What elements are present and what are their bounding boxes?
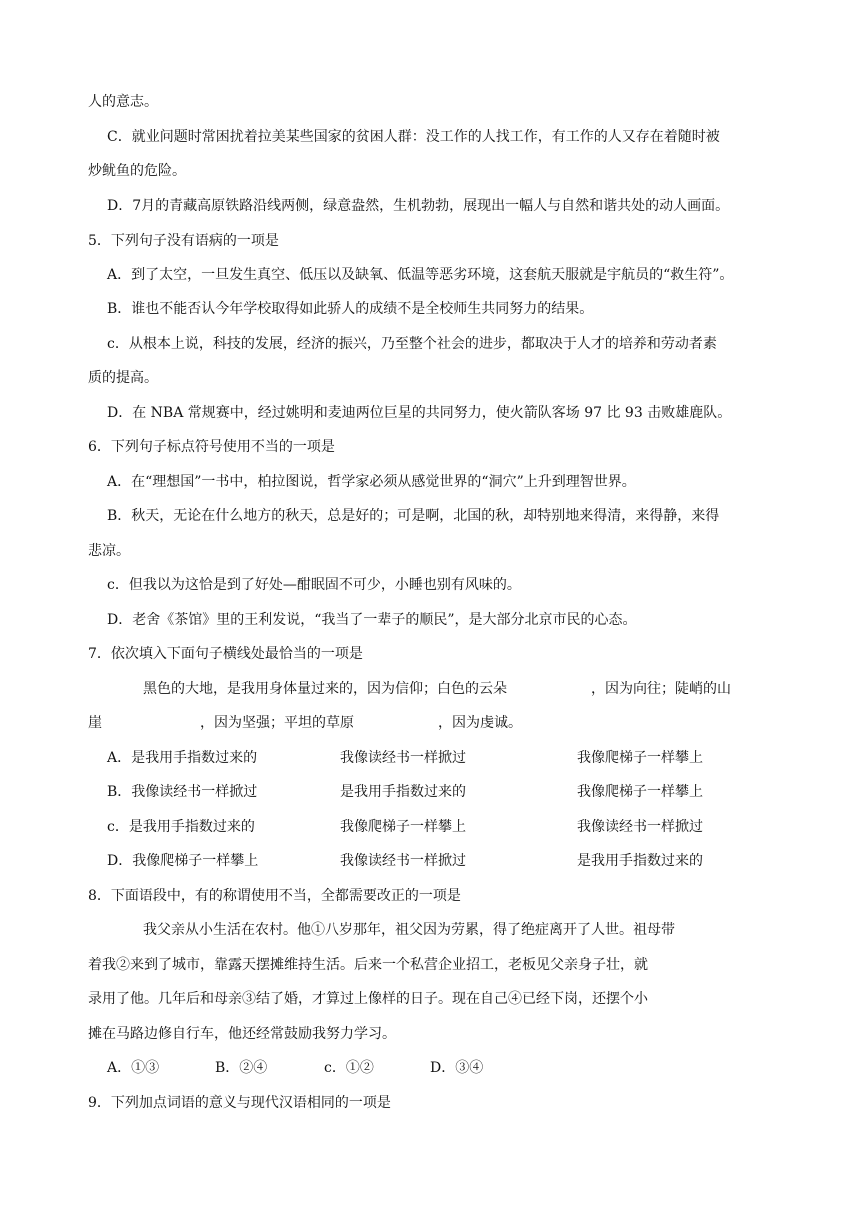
option-d-line: D．7月的青藏高原铁路沿线两侧，绿意盎然，生机勃勃，展现出一幅人与自然和谐共处的动人画面。 bbox=[107, 198, 730, 214]
q7-c-choice-2: 我像爬梯子一样攀上 bbox=[340, 819, 466, 835]
q8-option-d: D．③④ bbox=[430, 1060, 484, 1076]
q8-passage-line: 录用了他。几年后和母亲③结了婚，才算过上像样的日子。现在自己④已经下岗，还摆个小 bbox=[88, 991, 648, 1007]
q8-passage-line: 着我②来到了城市，靠露天摆摊维持生活。后来一个私营企业招工，老板见父亲身子壮，就 bbox=[88, 957, 648, 973]
q7-b-choice-2: 是我用手指数过来的 bbox=[340, 784, 466, 800]
q5-option-c: c．从根本上说，科技的发展，经济的振兴，乃至整个社会的进步，都取决于人才的培养和劳动者素 bbox=[107, 336, 717, 352]
q7-a-choice-2: 我像读经书一样掀过 bbox=[340, 750, 466, 766]
q5-option-a: A．到了太空，一旦发生真空、低压以及缺氧、低温等恶劣环境，这套航天服就是宇航员的“救生符”。 bbox=[107, 267, 734, 283]
q8-passage-line: 摊在马路边修自行车，他还经常鼓励我努力学习。 bbox=[88, 1026, 396, 1042]
q6-option-c: c．但我以为这恰是到了好处—酣眠固不可少，小睡也别有风味的。 bbox=[107, 577, 521, 593]
text-line: 炒鱿鱼的危险。 bbox=[88, 163, 186, 179]
q6-option-d: D．老舍《茶馆》里的王利发说，“我当了一辈子的顺民”，是大部分北京市民的心态。 bbox=[107, 612, 637, 628]
q7-option-row-d bbox=[0, 851, 865, 871]
q8-option-b: B．②④ bbox=[215, 1060, 268, 1076]
option-c-line: C．就业问题时常困扰着拉美某些国家的贫困人群：没工作的人找工作，有工作的人又存在着随时被 bbox=[107, 129, 720, 145]
q7-a-choice-3: 我像爬梯子一样攀上 bbox=[577, 750, 703, 766]
question-8-title: 8．下面语段中，有的称谓使用不当，全都需要改正的一项是 bbox=[88, 888, 461, 904]
question-6-title: 6．下列句子标点符号使用不当的一项是 bbox=[88, 439, 335, 455]
q5-option-d: D．在 NBA 常规赛中，经过姚明和麦迪两位巨星的共同努力，使火箭队客场 97 比 93 击败雄鹿队。 bbox=[107, 405, 732, 421]
q7-b-choice-1: B．我像读经书一样掀过 bbox=[107, 784, 258, 800]
q8-option-a: A．①③ bbox=[107, 1060, 160, 1076]
q7-c-choice-3: 我像读经书一样掀过 bbox=[577, 819, 703, 835]
q8-option-row bbox=[0, 1058, 865, 1078]
q7-d-choice-1: D．我像爬梯子一样攀上 bbox=[107, 853, 259, 869]
text-line: 质的提高。 bbox=[88, 370, 158, 386]
question-7-title: 7．依次填入下面句子横线处最恰当的一项是 bbox=[88, 646, 363, 662]
question-5-title: 5．下列句子没有语病的一项是 bbox=[88, 233, 279, 249]
q7-passage-line: 崖 ，因为坚强；平坦的草原 ，因为虔诚。 bbox=[88, 715, 522, 731]
question-9-title: 9．下列加点词语的意义与现代汉语相同的一项是 bbox=[88, 1095, 391, 1111]
text-line: 人的意志。 bbox=[88, 94, 158, 110]
q7-option-row-c bbox=[0, 817, 865, 837]
text-line: 悲凉。 bbox=[88, 543, 130, 559]
q7-a-choice-1: A．是我用手指数过来的 bbox=[107, 750, 258, 766]
q7-d-choice-3: 是我用手指数过来的 bbox=[577, 853, 703, 869]
q8-passage-line: 我父亲从小生活在农村。他①八岁那年，祖父因为劳累，得了绝症离开了人世。祖母带 bbox=[143, 922, 675, 938]
q5-option-b: B．谁也不能否认今年学校取得如此骄人的成绩不是全校师生共同努力的结果。 bbox=[107, 301, 594, 317]
q7-option-row-a bbox=[0, 748, 865, 768]
q6-option-b: B．秋天，无论在什么地方的秋天，总是好的；可是啊，北国的秋，却特别地来得清，来得静，来得 bbox=[107, 508, 720, 524]
q7-b-choice-3: 我像爬梯子一样攀上 bbox=[577, 784, 703, 800]
q7-d-choice-2: 我像读经书一样掀过 bbox=[340, 853, 466, 869]
q7-c-choice-1: c．是我用手指数过来的 bbox=[107, 819, 255, 835]
q6-option-a: A．在“理想国”一书中，柏拉图说，哲学家必须从感觉世界的“洞穴”上升到理智世界。 bbox=[107, 474, 636, 490]
q8-option-c: c．①② bbox=[324, 1060, 374, 1076]
q7-option-row-b bbox=[0, 782, 865, 802]
q7-passage-line: 黑色的大地，是我用身体量过来的，因为信仰；白色的云朵 ，因为向往；陡峭的山 bbox=[143, 681, 731, 697]
